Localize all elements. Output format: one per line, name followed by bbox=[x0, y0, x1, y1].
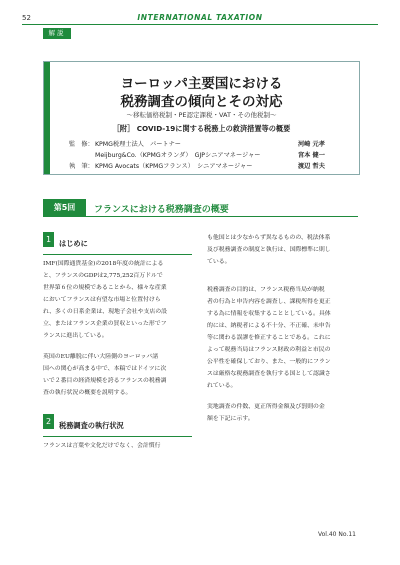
text-line: IMF(国際通貨基金)の2018年度の統計による bbox=[43, 261, 164, 267]
text-line: れている。 bbox=[207, 383, 237, 389]
text-line: も他国とは少なからず異なるものの、税法体系 bbox=[207, 235, 331, 241]
text-line: する為に情報を収集することとしている。具体 bbox=[207, 311, 331, 317]
text-line: スは厳格な税務調査を執行する国として認識さ bbox=[207, 371, 331, 377]
role-write: 執 筆： bbox=[69, 163, 94, 170]
text-line: ている。 bbox=[207, 259, 231, 265]
text-line: と、フランスのGDPは2,775,252百万ドルで bbox=[43, 273, 163, 279]
text-line: いで２番目の経済規模を誇るフランスの税務調 bbox=[43, 378, 167, 384]
article-title-line1: ヨーロッパ主要国における bbox=[120, 76, 283, 92]
header-rule bbox=[22, 24, 378, 25]
heading-tax-audit-status bbox=[43, 418, 192, 437]
text-line: 査の執行状況の概要を説明する。 bbox=[43, 390, 132, 396]
heading-introduction bbox=[43, 236, 192, 255]
text-line: 及び税務調査の制度と執行は、国際標準に則し bbox=[207, 247, 331, 253]
text-line: 英国のEU離脱に伴い大陸側のヨーロッパ諸 bbox=[43, 354, 159, 360]
author-block bbox=[43, 139, 358, 179]
article-title-line2: 税務調査の傾向とその対応 bbox=[120, 94, 283, 110]
text-line: れ、多くの日系企業は、現地子会社や支店の設 bbox=[43, 309, 168, 315]
heading-number-2: 2 bbox=[43, 414, 54, 429]
text-line: においてフランスは有望な市場と位置付けら bbox=[43, 297, 161, 303]
author-org-2: Meijburg&Co.（KPMGオランダ） GJPシニアマネージャー bbox=[95, 152, 261, 159]
article-appendix: ［附］ COVID-19に関する税務上の救済措置等の概要 bbox=[112, 124, 291, 133]
article-type-tag: 解説 bbox=[43, 28, 71, 39]
text-line: 実地調査の件数、更正所得金額及び罰則の金 bbox=[207, 404, 325, 410]
text-line: フランスは言葉や文化だけでなく、会計慣行 bbox=[43, 443, 161, 449]
right-paragraph-2 bbox=[207, 284, 359, 392]
text-line: 者の行為と申告内容を調査し、課税所得を更正 bbox=[207, 299, 331, 305]
text-line: 立、またはフランス企業の買収といった形でフ bbox=[43, 321, 167, 327]
left-paragraph-1 bbox=[43, 258, 195, 342]
text-line: 等に関わる誤謬を修正することである。これに bbox=[207, 335, 331, 341]
author-name-2: 宮本 健一 bbox=[298, 152, 325, 159]
page-number: 52 bbox=[22, 14, 31, 22]
heading-number-1: 1 bbox=[43, 232, 54, 247]
author-name-3: 渡辺 哲夫 bbox=[298, 163, 325, 170]
left-paragraph-3 bbox=[43, 440, 195, 452]
author-org-3: KPMG Avocats（KPMGフランス） シニアマネージャー bbox=[95, 163, 253, 170]
text-line: 公平性を確保しており、また、一般的にフラン bbox=[207, 359, 331, 365]
text-line: 世界第６位の規模であることから、様々な産業 bbox=[43, 285, 167, 291]
left-paragraph-2 bbox=[43, 351, 195, 399]
heading-label-1: はじめに bbox=[59, 239, 88, 248]
section-title: フランスにおける税務調査の概要 bbox=[94, 205, 229, 215]
issue-number: Vol.40 No.11 bbox=[317, 531, 356, 538]
author-org-1: KPMG税理士法人 パートナー bbox=[95, 141, 181, 148]
section-number: 第5回 bbox=[43, 199, 86, 216]
role-supervise: 監 修： bbox=[69, 141, 94, 148]
heading-label-2: 税務調査の執行状況 bbox=[59, 421, 124, 430]
author-name-1: 河崎 元孝 bbox=[298, 141, 325, 148]
text-line: 国への関心が高まる中で、本稿ではドイツに次 bbox=[43, 366, 167, 372]
text-line: 税務調査の目的は、フランス税務当局が納税 bbox=[207, 287, 325, 293]
magazine-title: INTERNATIONAL TAXATION bbox=[137, 13, 263, 22]
text-line: よって税務当局はフランス財政の利益と市民の bbox=[207, 347, 331, 353]
section-header bbox=[43, 199, 358, 217]
text-line: 額を下記に示す。 bbox=[207, 416, 254, 422]
right-paragraph-3 bbox=[207, 401, 359, 425]
text-line: 的には、納税者による不十分、不正確、未申告 bbox=[207, 323, 331, 329]
right-paragraph-1 bbox=[207, 232, 359, 268]
text-line: ランスに進出している。 bbox=[43, 333, 108, 339]
article-subtitle: ～移転価格税制・PE認定課税・VAT・その他税制～ bbox=[126, 111, 277, 119]
